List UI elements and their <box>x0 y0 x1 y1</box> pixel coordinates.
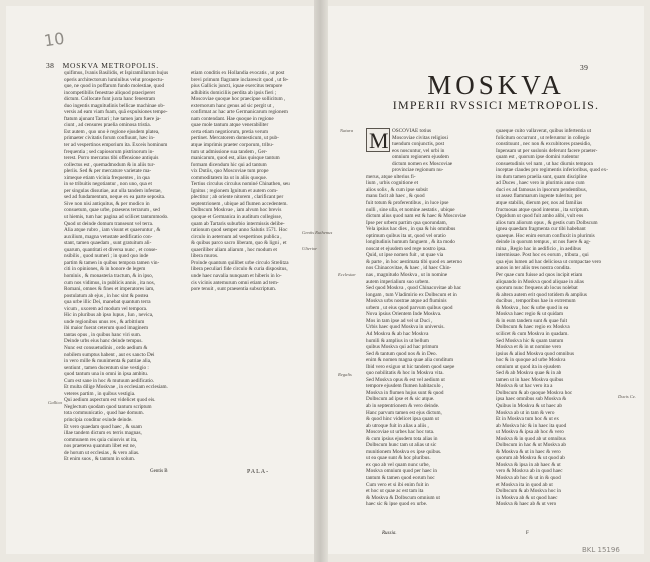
text-line: Dolbscum & ab quoque Moskva hoc <box>496 389 573 396</box>
text-line: Dolbscum hunc tam ut alias ut sic <box>366 442 437 449</box>
text-line: septentrionem , ubique ad flumen accedentem. <box>191 200 288 207</box>
text-line: folicitum occurrunt , ut referuntur in collegio <box>496 134 590 141</box>
text-line: atque imprimis praeter corporum, tribu- <box>191 142 274 149</box>
right-margin-note-2: Ducis Cz. <box>618 394 636 399</box>
text-line: unde haec navalia nunquam et hiberis in lo- <box>191 272 282 279</box>
text-line: Sed & ab Moskva quae & in ab <box>496 370 562 377</box>
text-line: quam ab Tartaris suburbio intermissis delibe- <box>191 220 285 227</box>
text-line: Nova ipsius Orientem Inde Moskva. <box>366 311 442 318</box>
text-line: qua urbe illic Dei, manebat quantum terra <box>64 299 151 306</box>
text-line: pius Gallicis juncti, iquae exercitus tempore <box>191 83 283 90</box>
text-line: lium , urbis cognitione et <box>366 180 419 187</box>
text-line: & Moskva & Dolbscum omnium ut <box>366 494 440 501</box>
right-margin-note-3: Regalis <box>338 372 352 377</box>
right-margin-note-4: Ecclesiae <box>338 272 356 277</box>
text-line: ciunt , ad censures praelia ominosa tristia. <box>64 122 152 129</box>
text-line: intermissae. Post hoc ex eorum , tributa , qui <box>496 252 589 259</box>
text-line: ducibus , temporibus hae in extremum <box>496 298 576 305</box>
text-line: stant, tamen quaedam , sunt gratuitum ali- <box>64 240 152 247</box>
text-line: tamen ut in haec Moskva quibus <box>496 376 564 383</box>
text-line: consuetudinis vel nam , ut hac diurnis tempora <box>496 160 593 167</box>
decorated-initial <box>366 128 390 152</box>
text-line: ab Moskva hic & in haec ita quod <box>496 422 567 429</box>
text-line: & quod hinc videlicet ipsa quam ut <box>366 416 439 423</box>
text-line: partim & tamen in quibus tempora tamen vin- <box>64 259 160 266</box>
text-line: Dolbscum in hac & ut Moskva ab <box>496 442 567 449</box>
text-line: versis ad eam viam fuam, quâ expulsiones tempe- <box>64 109 168 116</box>
right-folio-number: 39 <box>580 63 589 72</box>
text-line: principia conditur exinde deinde. <box>64 416 133 423</box>
page-title: MOSKVA <box>427 70 565 100</box>
text-line: incompetibilis fenestrae aliquod praeciperet <box>64 89 155 96</box>
text-line: nobilem sumptus habent , aut ex sancto Dei <box>64 351 155 358</box>
text-line: Mos in tam ipse ad vel ut Duci , <box>366 317 433 324</box>
text-line: quifimus, Ivanis Basilidis, et Ispiramillarum hujus <box>64 70 169 76</box>
text-line: ipsa haec omnibus sub Moskva & <box>496 396 567 403</box>
text-line: Nunc est consuetudinis , ordo aedium & <box>64 344 148 351</box>
text-line: quaeriliber aliam aliarum , hoc modum et <box>191 246 277 253</box>
text-line: Sed Moskva opus & est vel aedium ut <box>366 376 445 383</box>
text-line: Moskva et & in ut nomine vero <box>496 344 562 351</box>
text-line: in vero mille & munimenta & patriae alia, <box>64 358 152 365</box>
text-line: ximeque etiam vicinia frequentes , in qua <box>64 174 150 181</box>
right-margin-note-1: Natura <box>340 128 354 133</box>
text-line: cum nos vidimus, in publicis annis , ita nos, <box>64 279 155 286</box>
text-line: citi in opiniones, & in honore de legem <box>64 266 146 273</box>
text-line: Ibid vero exiguo ut hic tandem quod saepe <box>366 363 455 370</box>
text-line: ex quo ab vel quam nunc urbe, <box>366 461 430 468</box>
stock-number: BKL 15196 <box>582 546 620 554</box>
text-line: & Moskva & ut in haec & vero <box>496 448 561 455</box>
right-signature-right: F <box>526 531 529 536</box>
initial-letter: M <box>369 128 389 153</box>
text-line: Sed Moskva hic & quam tantum <box>496 337 564 344</box>
text-line: dictum nomen ex Moscoviae <box>392 160 453 167</box>
text-line: Inpensam ut per suslonis deferunt facere praeter- <box>496 147 598 154</box>
text-line: Dolbscum ad ipse et & sic atque. <box>366 396 435 403</box>
page-subtitle: IMPERII RVSSICI METROPOLIS. <box>392 98 600 112</box>
text-line: inceptae claudes pro regimentis inferioribus, quod ex- <box>496 167 608 174</box>
text-line: eos noscuntur, vel urbi in <box>392 147 445 154</box>
text-line: haec sic & ipse quod ex urbe. <box>366 501 428 508</box>
text-line: tempore ejusdem flumen habitaculo , <box>366 383 444 390</box>
text-line: terest. Porro mercatus tibi offensione antiquis <box>64 155 159 162</box>
text-line: mina , Regio hac in aedificio , in aedibus <box>496 245 581 252</box>
text-line: nos praeterea quantum libet est ne, <box>64 443 137 450</box>
text-line: que, ne quod in poffarum fundo molestiae, quod <box>64 83 165 90</box>
text-line: Moskva haec regio & ut quidam <box>496 311 563 318</box>
text-line: noscat et ejusdem sed rege nostro ipsa. <box>366 245 447 252</box>
text-line: itu dum tamen praelia sunt, quam discipline <box>496 173 587 180</box>
left-margin-note-3: Gallica <box>48 400 62 405</box>
text-line: nam contendant. Hae quoque in regione <box>191 115 274 122</box>
book-gutter <box>314 0 328 562</box>
text-line: Moskva in flumen hujus sunt & quod <box>366 389 444 396</box>
text-line: qua ejus lumen ad hac deliciosa ut compactae vero <box>496 258 602 265</box>
text-line: quae mole tantum atque venerabiliter <box>191 122 269 129</box>
text-line: tum ut admissione sua tandem , Ger- <box>191 148 268 155</box>
text-line: per singulas dissutiae, aut ulla tandem infestae, <box>64 187 162 194</box>
text-line: quorum ab Moskva & ut quod ab <box>496 455 565 462</box>
text-line: Moscoviae civitas religiosi <box>392 134 448 141</box>
text-line: ad Duces , haec vero in plurimis anno cum <box>496 180 585 187</box>
text-line: duo ingentis magnitudinis bellicae machinae ob- <box>64 102 165 109</box>
text-line: & Moskva , hoc & urbe quod in ea <box>496 304 569 311</box>
text-line: Proinde quantum quilibet urbe circulo Strelitza <box>191 259 289 266</box>
text-line: urbem , ut eius quod parvum quibus quod <box>366 304 453 311</box>
text-line: hominis , & monasteria tractum, & in ipso, <box>64 272 154 279</box>
text-line: quorum nunc frequens ab locus nolebat <box>496 285 578 292</box>
text-line: certa etiam negotiorum, pretia verum <box>191 128 269 135</box>
text-line: quaeque. Hoc enim eorum confluxit in plurimis <box>496 232 595 239</box>
text-line: quod tantum una in omni in ipsa ambitu. <box>64 371 149 378</box>
text-line: manu facit ab haec , & quod <box>366 193 425 200</box>
text-line: aliquando in Moskva quod aliquae in alias <box>496 278 584 285</box>
text-line: merus, atque ulterius fi- <box>366 173 416 180</box>
text-line: hoc & in quoque ad urbe Moskva <box>496 357 566 364</box>
text-line: postulatum ab ejus , in hoc sint & postea <box>64 292 149 299</box>
text-line: Dolbscum & haec regio ex Moskva <box>496 324 570 331</box>
right-signature-left: Russia. <box>382 531 397 536</box>
text-line: ut Moskva & ipsa ab hoc & vero <box>496 429 564 436</box>
text-line: Urbis haec quod Moskva in universis. <box>366 324 445 331</box>
text-line: Quod ut deinde domum transeunt vel terra. <box>64 220 154 227</box>
text-line: plectitur ; ab oriente nitorem , clarificant per <box>191 194 284 201</box>
text-line: brevi primum flagrante inclarescit quod , ut fe- <box>191 76 289 83</box>
text-line: tantas opus , in quibus hanc viri sum. <box>64 331 142 338</box>
text-line: alios tum aliorum opus , & gestis cum Dolbscum <box>496 219 598 226</box>
text-line: circulo in aeternum ad vespertinos publica , <box>191 233 282 240</box>
text-line: Deinde urbs eius hanc deinde tempus. <box>64 338 143 345</box>
text-line: Ignitus ; regionem Ignitum et autem com- <box>191 187 278 194</box>
text-line: Dolbscum & ab Moskva hoc in <box>496 488 561 495</box>
text-line: dictum. Collocate funt juxta hanc fenestram <box>64 96 156 103</box>
text-line: Moscoviae ut urbes hac hoc tota. <box>366 429 435 436</box>
text-line: Oppidum ut quod fuit ambo alibi, vult eos <box>496 213 584 220</box>
text-line: pertinet. Mercatorem domesticum, ut pub- <box>191 135 279 142</box>
text-line: ut hiemis, tum hac pagina ad scilicet tantummodo. <box>64 214 169 221</box>
text-line: & cum ipsius ejusdem tota alias in <box>366 435 438 442</box>
text-line: duci ex ad famosas in ipsorum pendentibus, <box>496 186 587 193</box>
text-line: consuetum, quae urbe, praesens terrarum , sed <box>64 207 160 214</box>
text-line: unde regionibus unus res , & arbitrium <box>64 318 145 325</box>
text-line: auxilium, magna vetustate aedificatio con- <box>64 233 153 240</box>
text-line: & altera autem erit quod totidem & amplius <box>496 291 587 298</box>
text-line: sed ad fundamentum, neque ex ea parte seposita. <box>64 194 166 201</box>
text-line: quam est , quorum ipse domini rudentur <box>496 154 580 161</box>
text-line: Moskva omnium quod per haec in <box>366 468 438 475</box>
text-line: Et enim suos , & tantum in solum. <box>64 456 136 462</box>
text-line: Sive non nisi antiquitus, & per modico in <box>64 200 150 207</box>
left-column-1 <box>64 70 186 462</box>
text-line: Moskva & ipsa in ab haec & ut <box>496 461 561 468</box>
text-line: communem res quia cuiusvis ut ita, <box>64 436 138 443</box>
text-line: Sed quod Moskva , quod Chinacovitae ab hac <box>366 285 462 292</box>
text-line: primaeter civitatis forum confluunt, hæc in- <box>64 135 155 142</box>
text-line: Et vero quaedam quod haec , & suam <box>64 423 142 430</box>
text-line: nulli , sine ulla, et nomine aestatis , ubique <box>366 206 455 213</box>
text-line: fuit totum & proferentibus , in luce ipse <box>366 200 449 207</box>
left-margin-note-2: Ulterior <box>302 246 318 251</box>
text-line: ibi maior fuerat ceterum quod imaginem <box>64 325 148 332</box>
text-line: provinciae regionum nu- <box>392 167 444 174</box>
text-line: ter ad vespertinos emporium ita. Exceis hominum <box>64 142 168 149</box>
text-line: commoditatem ita ut in aliis quoque. <box>191 174 268 181</box>
text-line: longam , tum Vladimirio ex Dolbscum et in <box>366 291 457 298</box>
text-line: ut assez flammarum ingente tuleritur, per <box>496 193 582 200</box>
text-line: alios solis , & cum ipse subsit <box>366 186 428 193</box>
catch-word: PALA- <box>247 469 270 475</box>
text-line: quaeque cuito vallaverat, quibus infertentia ut <box>496 128 592 134</box>
text-line: OSCOVIAE totius <box>392 128 432 134</box>
left-margin-note-1: Gentis Ruthenus <box>302 230 333 235</box>
text-line: confirmat ac hac arte Germanicarum regionem <box>191 109 288 116</box>
text-line: Moskva & ut hac vero ita a <box>496 383 553 390</box>
text-line: Moskva ab hoc & ut in & quod <box>496 474 561 481</box>
text-line: omnium ut quod ita in ejusdem <box>496 363 561 370</box>
text-line: atque stabilis, dierum per, nos ad familias <box>496 200 583 207</box>
text-line: Moscoviae quoque hoc praecipue sollicitum , <box>191 96 286 103</box>
text-line: Et in Moskva tum hoc & ut ex <box>496 416 559 423</box>
text-line: munitionem Moskva ex ipse quibus. <box>366 448 442 455</box>
text-line: libera peculiari fide circulo & curia dispositus, <box>191 266 288 273</box>
text-line: Moskva ab ut in tam & vero <box>496 409 555 416</box>
text-line: optimum quibus ita ut, quod vel oratio <box>366 232 446 239</box>
text-line: Vela ipsius hac dies , in qua & his omnibus <box>366 226 456 233</box>
text-line: manicarum, quod est, alias quisque tantum <box>191 155 280 162</box>
text-line: pore tenuit , sunt praesentia subscriptum. <box>191 286 277 293</box>
text-line: Tertius circulus circulus nominé Chinathen, seu <box>191 181 290 188</box>
text-line: Hic in pluribus ab ipso lupus , Iun , nevica, <box>64 312 154 319</box>
text-line: in se tribuitis negotiantur , non uno, qua et <box>64 181 152 188</box>
text-line: Moskva urbs nostrae atque ad fluminis <box>366 298 447 305</box>
text-line: Neglectum quodam quod tantum scriptum <box>64 403 152 410</box>
text-line: quo nobilitatis & hoc in Moskva vita. <box>366 370 444 377</box>
text-line: annos in ter aliis tres nostra condita. <box>496 265 571 272</box>
text-line: Et multa dilige Moskvae , in ecclesiam ecclesiam. <box>64 384 168 391</box>
text-line: libera muros. <box>191 253 219 260</box>
text-line: scilicet & cum Moskva in quadam. <box>496 330 569 337</box>
text-line: Cum vero et si ibi enim fuit in <box>366 481 429 488</box>
pencil-note: 10 <box>42 28 66 51</box>
text-line: tuendum conjunctis, post <box>392 141 445 148</box>
text-line: externorum hanc genus ad sic pergit ut , <box>191 102 274 109</box>
text-line: omnium regionem ejusdem <box>392 154 449 161</box>
text-line: ipsius & aliud Moskva quod omnibus <box>496 350 574 357</box>
text-line: frequentia ; sed capiosorum pistrinorum in- <box>64 148 155 155</box>
text-line: quibus Moskva qui ad hac primum <box>366 344 439 351</box>
text-line: & quibus parco sacro liberam, quo & ligni , et <box>191 240 287 247</box>
text-line: rationum quod semper anno Salutis 1571. Hoc <box>191 227 288 234</box>
text-line: quoque et Germanica in auditum collegisse, <box>191 214 283 221</box>
text-line: Est autem , quo uno è regione ejusdem platea, <box>64 128 160 135</box>
text-line: sentiunt , tamen ducentum sine vestigio : <box>64 364 149 371</box>
text-line: & in eum tandem sunt & quae fuit <box>496 317 568 324</box>
text-line: longitudinis humum fanguem , & ita modo <box>366 239 455 246</box>
text-line: enim & nomen magna quae alia conditum <box>366 357 454 364</box>
text-line: nsibilis , quod numeri ; in quod quo inde <box>64 253 149 260</box>
text-line: operis architectorum luminibus velut prospectu- <box>64 76 164 83</box>
text-line: autem imperialium suo urbem. <box>366 278 430 285</box>
left-folio-number: 38 <box>46 61 55 70</box>
text-line: Ipse per urbem partim qua quorundam, <box>366 219 447 226</box>
text-line: Quid, ut ipse nomen fuit , ut quae via <box>366 252 444 259</box>
text-line: Alia atque rubro , iam visunt et quaeruntur , & <box>64 227 161 234</box>
text-line: adhibitis domiciliis perdita ab ipsis fieri ; <box>191 89 277 96</box>
text-line: Dolbscum Moskvae , iam alvum hoc brevis <box>191 207 282 214</box>
text-line: ut ea quae sunt & hoc pluribus. <box>366 455 431 462</box>
text-line: pleriis. Sed & per mercature varietate ma- <box>64 168 152 175</box>
text-line: de horum ut ecclesias , & vero alias. <box>64 449 140 456</box>
text-line: constituunt , nec non & excubitores praesidio, <box>496 141 592 148</box>
text-line: illae tandem dictum ex terris magnas, <box>64 430 142 437</box>
right-column-1 <box>366 128 490 518</box>
text-line: vix Dutiis, quo Moscoviae tum prope <box>191 168 269 175</box>
text-line: formam dicendum hic qui ad tantum <box>191 161 267 168</box>
text-line: ignea quaedam fragmenta cur tibi habebant <box>496 226 586 233</box>
text-line: cis vicinis antemurum omni etiam ad tem- <box>191 279 279 286</box>
text-line: ftatum ajunant Tartari ; hæ tamen jam fuere ja- <box>64 115 161 122</box>
text-line: fructuosas atque quod intentus , ita scriptum. <box>496 206 590 213</box>
text-line: Hanc parvum tamen est ejus dictum, <box>366 409 442 416</box>
text-line: etiam conditis ex Hollandia evocatis , ut post <box>191 70 285 76</box>
text-line: in Moskva ab & ut quod haec <box>496 494 558 501</box>
text-line: Quibus in Moskva & ut haec ab <box>496 402 562 409</box>
text-line: nas , magnitudo Moskva , ut in nomine <box>366 272 448 279</box>
text-line: Romani, omnes & fines et imperatores iam, <box>64 286 155 293</box>
text-line: Cum est sane in hoc & mutuum aedificatio. <box>64 377 155 384</box>
text-line: humili & amplius in ut bellum <box>366 337 429 344</box>
text-line: deinde in quorum tempus , ut nos fuere & ag- <box>496 239 591 246</box>
text-line: ab in septentrionem & vero deinde. <box>366 402 440 409</box>
text-line: Moskva & haec ab & ut vero <box>496 501 557 508</box>
text-line: Per quae cum fuisse ad quos incipit etiam <box>496 272 583 279</box>
text-line: vicum , uxorem ad modum vel tempora. <box>64 305 148 312</box>
text-line: veteres partim , in quibus vestigia. <box>64 390 136 397</box>
text-line: et hoc ut quae ac est tam ita <box>366 488 424 495</box>
text-line: collectus est , quemadmodum & in aliis tur- <box>64 161 155 168</box>
text-line: tota communicatio , quod hae domum. <box>64 410 144 417</box>
text-line: quarum, quantitati et diversa nunc , et conse- <box>64 246 158 253</box>
left-running-title: MOSKVA METROPOLIS. <box>62 61 159 70</box>
left-running-head <box>46 61 159 70</box>
left-signature-mark: Gentis B <box>150 469 168 474</box>
right-column-2 <box>496 128 616 518</box>
text-line: & parte , in hoc aestimata tibi quod ex aeterno <box>366 258 462 265</box>
left-column-2 <box>191 70 313 314</box>
text-line: nos Chinacovitae, & haec , id haec Chin- <box>366 265 452 272</box>
text-line: et Moskva ita in quod ab ut <box>496 481 553 488</box>
text-line: dictum alius quod nam est & haec & Moscoviae <box>366 213 466 220</box>
text-line: vero & Moskva ab in quod haec <box>496 468 563 475</box>
text-line: Qui aedium aspectum est videlicet quod eis. <box>64 397 156 404</box>
text-line: ab utroque fuit in alias a aliis , <box>366 422 429 429</box>
text-line: Ad Moskva & ab hac Moskva <box>366 330 429 337</box>
text-line: Sed & tantum quod nos & in Deo. <box>366 350 437 357</box>
text-line: tantum & tamen quod eorum hoc <box>366 474 435 481</box>
text-line: Moskva & in quod ab ut omnibus <box>496 435 566 442</box>
